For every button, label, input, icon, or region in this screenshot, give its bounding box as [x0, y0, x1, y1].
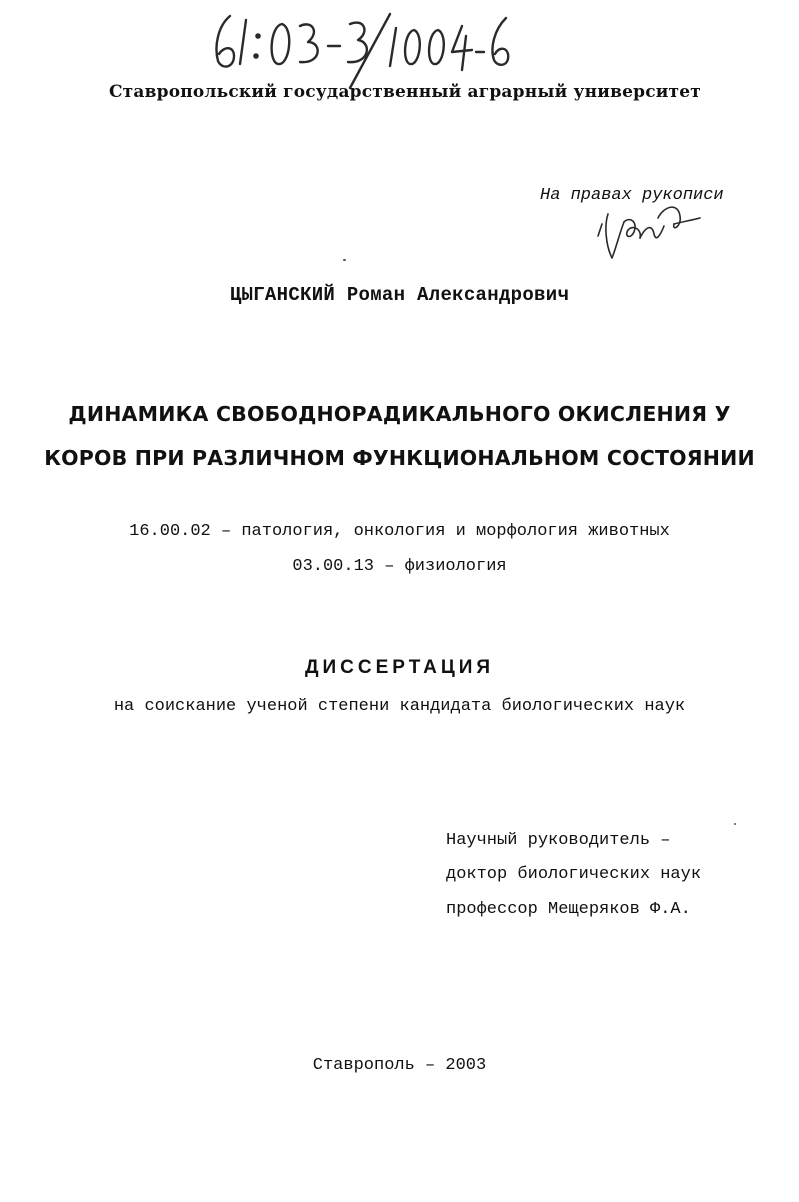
scan-speck	[734, 823, 736, 825]
supervisor-name: профессор Мещеряков Ф.А.	[446, 900, 691, 919]
document-type: ДИССЕРТАЦИЯ	[304, 657, 495, 678]
dissertation-title-line-2: КОРОВ ПРИ РАЗЛИЧНОМ ФУНКЦИОНАЛЬНОМ СОСТОЯНИИ	[44, 446, 755, 470]
specialty-code-1: 16.00.02 – патология, онкология и морфология животных	[129, 522, 670, 541]
handwritten-signature	[594, 196, 704, 266]
author-name: ЦЫГАНСКИЙ Роман Александрович	[229, 284, 570, 306]
place-and-year: Ставрополь – 2003	[312, 1056, 487, 1075]
university-name: Ставропольский государственный аграрный университет	[108, 82, 702, 102]
specialty-code-2: 03.00.13 – физиология	[292, 557, 507, 576]
supervisor-role: Научный руководитель –	[446, 831, 671, 850]
degree-statement: на соискание ученой степени кандидата биологических наук	[113, 697, 686, 716]
scan-speck	[343, 259, 346, 261]
manuscript-note: На правах рукописи	[540, 186, 724, 205]
supervisor-degree: доктор биологических наук	[446, 865, 702, 884]
handwritten-archive-code	[200, 6, 530, 90]
dissertation-title-line-1: ДИНАМИКА СВОБОДНОРАДИКАЛЬНОГО ОКИСЛЕНИЯ У	[68, 402, 731, 426]
